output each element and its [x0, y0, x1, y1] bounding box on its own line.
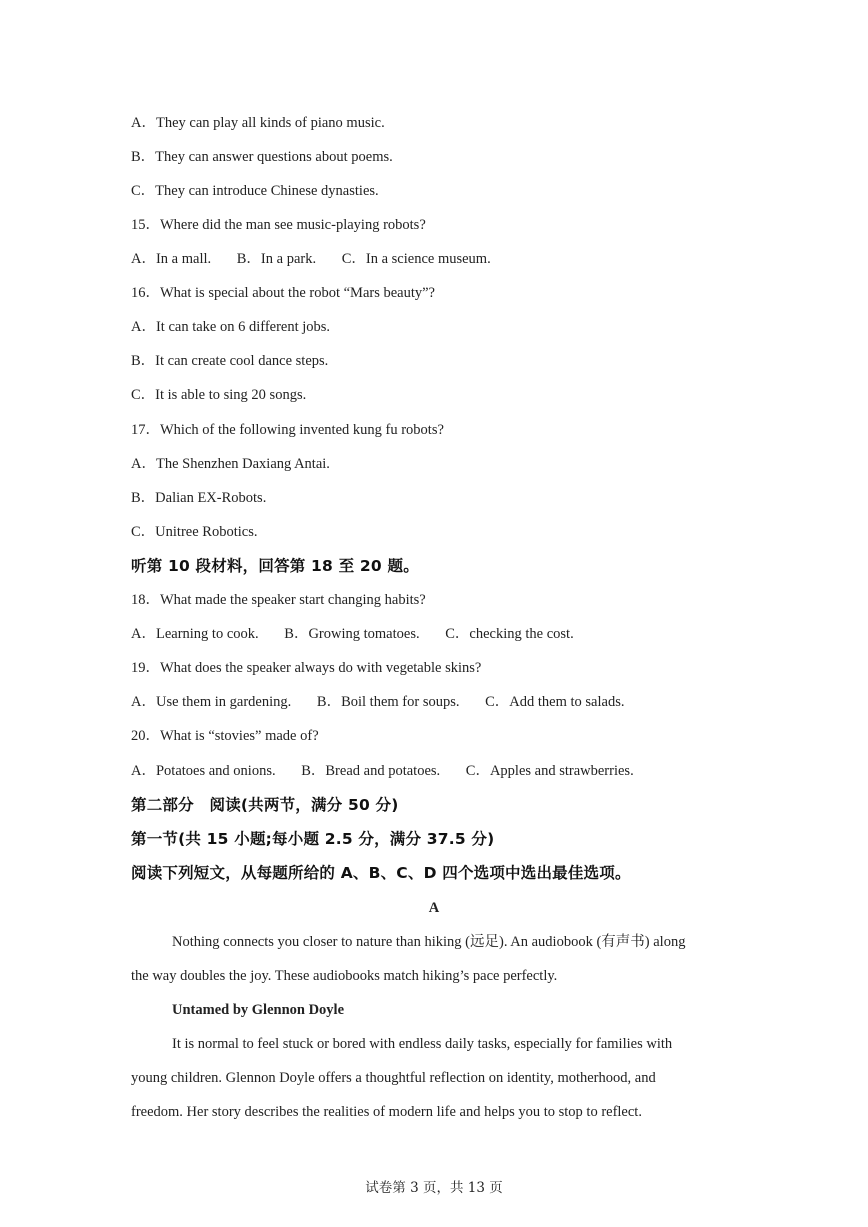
- q17-option-c: C．Unitree Robotics.: [131, 524, 258, 540]
- passage-intro-line-1: Nothing connects you closer to nature than hiking (远足). An audiobook (有声书) along: [172, 934, 686, 950]
- passage-label: A: [428, 900, 440, 916]
- part2-heading: 第二部分 阅读(共两节，满分 50 分): [131, 796, 399, 814]
- q14-option-a: A．They can play all kinds of piano music.: [131, 115, 385, 131]
- passage-intro-line-2: the way doubles the joy. These audiobooks match hiking’s pace perfectly.: [131, 968, 558, 984]
- q19-question: 19．What does the speaker always do with vegetable skins?: [131, 660, 482, 676]
- reading-instruction: 阅读下列短文，从每题所给的 A、B、C、D 四个选项中选出最佳选项。: [131, 864, 631, 882]
- q16-option-a: A．It can take on 6 different jobs.: [131, 319, 331, 335]
- page-footer: 试卷第 3 页，共 13 页: [365, 1180, 503, 1196]
- q18-option-c: C．checking the cost.: [445, 626, 574, 642]
- q20-options: [131, 762, 634, 780]
- q18-option-a: A．Learning to cook.: [131, 626, 259, 642]
- q16-option-c: C．It is able to sing 20 songs.: [131, 387, 307, 403]
- q19-option-a: A．Use them in gardening.: [131, 694, 292, 710]
- q15-option-a: A．In a mall.: [131, 251, 212, 267]
- q19-option-c: C．Add them to salads.: [485, 694, 625, 710]
- q14-option-c: C．They can introduce Chinese dynasties.: [131, 183, 379, 199]
- passage-paragraph-line-1: It is normal to feel stuck or bored with endless daily tasks, especially for families with: [172, 1036, 673, 1052]
- q18-option-b: B．Growing tomatoes.: [284, 626, 420, 642]
- q15-options: [131, 250, 491, 268]
- q17-option-b: B．Dalian EX-Robots.: [131, 490, 267, 506]
- passage-paragraph-line-3: freedom. Her story describes the realities of modern life and helps you to stop to reflect.: [131, 1104, 642, 1120]
- q17-option-a: A．The Shenzhen Daxiang Antai.: [131, 456, 330, 472]
- q18-question: 18．What made the speaker start changing habits?: [131, 592, 426, 608]
- q15-question: 15．Where did the man see music-playing robots?: [131, 217, 426, 233]
- q19-option-b: B．Boil them for soups.: [316, 694, 460, 710]
- q16-question: 16．What is special about the robot “Mars beauty”?: [131, 285, 435, 301]
- q20-option-b: B．Bread and potatoes.: [301, 763, 441, 779]
- q15-option-b: B．In a park.: [236, 251, 317, 267]
- q20-question: 20．What is “stovies” made of?: [131, 728, 319, 744]
- q16-option-b: B．It can create cool dance steps.: [131, 353, 329, 369]
- section1-heading: 第一节(共 15 小题;每小题 2.5 分，满分 37.5 分): [131, 830, 495, 848]
- q18-options: [131, 625, 574, 643]
- q14-option-b: B．They can answer questions about poems.: [131, 149, 393, 165]
- section10-heading: 听第 10 段材料，回答第 18 至 20 题。: [131, 557, 419, 575]
- q20-option-c: C．Apples and strawberries.: [465, 763, 634, 779]
- q19-options: [131, 693, 624, 711]
- q20-option-a: A．Potatoes and onions.: [131, 763, 276, 779]
- q17-question: 17．Which of the following invented kung fu robots?: [131, 422, 444, 438]
- passage-paragraph-line-2: young children. Glennon Doyle offers a thoughtful reflection on identity, motherhood, and: [131, 1070, 656, 1086]
- q15-option-c: C．In a science museum.: [341, 251, 491, 267]
- book-title: Untamed by Glennon Doyle: [172, 1002, 345, 1018]
